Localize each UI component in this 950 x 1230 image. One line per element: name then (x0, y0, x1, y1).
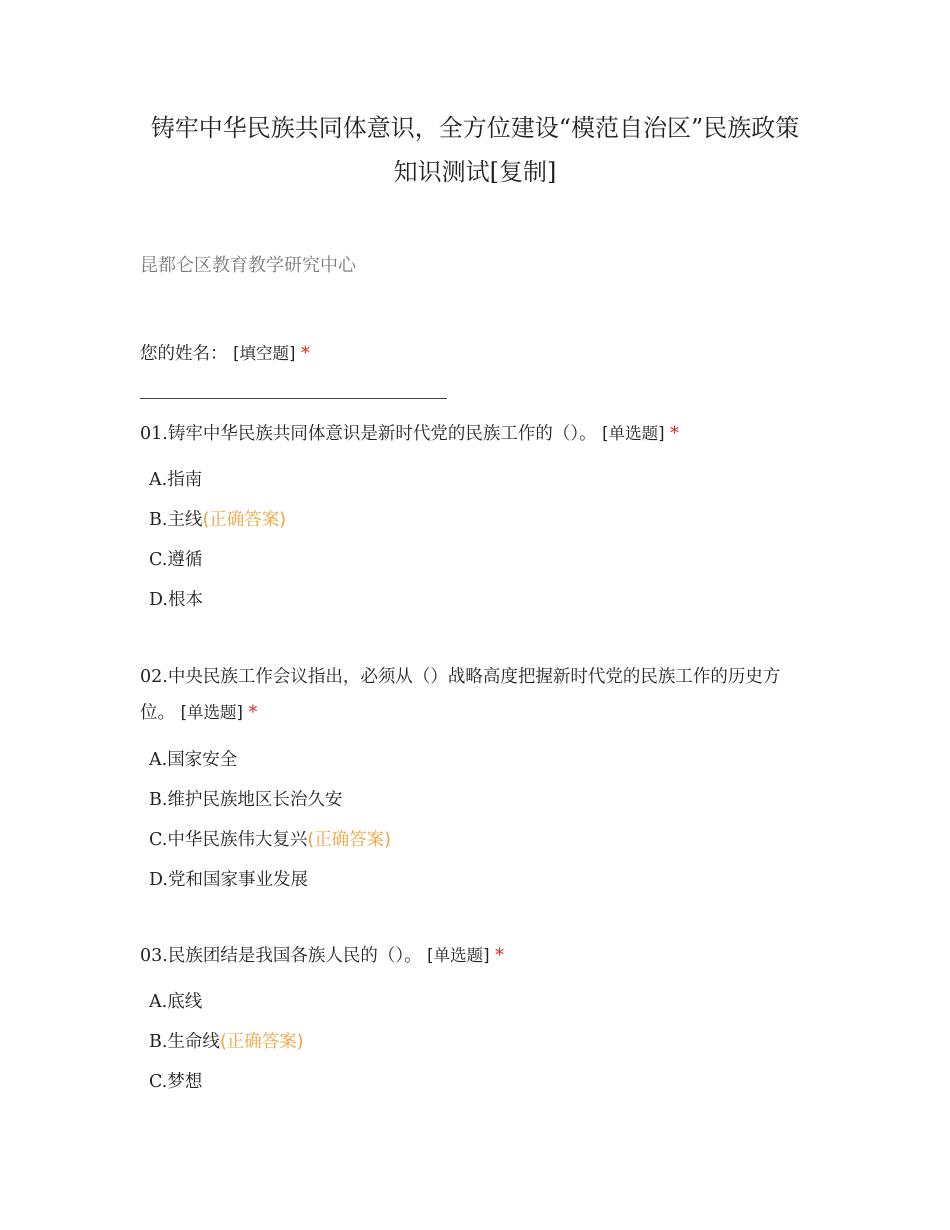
option-02-d (149, 868, 308, 892)
question-text: 铸牢中华民族共同体意识是新时代党的民族工作的（）。 (167, 424, 597, 444)
option-01-d (149, 588, 203, 612)
option-letter: C. (149, 830, 168, 850)
option-text: 中华民族伟大复兴 (167, 830, 308, 850)
name-question (140, 336, 810, 372)
option-text: 梦想 (167, 1072, 203, 1092)
option-01-c (149, 548, 202, 572)
option-01-a (149, 468, 202, 492)
question-number: 03. (140, 946, 168, 966)
question-02 (140, 659, 810, 731)
option-letter: D. (149, 590, 168, 610)
option-letter: A. (149, 992, 168, 1012)
option-03-b (149, 1030, 304, 1054)
option-text: 根本 (167, 590, 203, 610)
correct-answer-label: (正确答案) (219, 1032, 304, 1052)
option-text: 主线 (167, 510, 203, 530)
required-mark: * (248, 703, 258, 723)
option-text: 指南 (167, 470, 203, 490)
option-text: 底线 (167, 992, 203, 1012)
option-01-b (149, 508, 286, 532)
option-text: 遵循 (167, 550, 203, 570)
question-text: 民族团结是我国各族人民的（）。 (167, 946, 422, 966)
organization-name: 昆都仑区教育教学研究中心 (140, 255, 356, 276)
name-question-label: 您的姓名： (140, 344, 228, 364)
option-letter: A. (149, 750, 168, 770)
question-type-tag: [单选题] (427, 946, 490, 965)
question-03 (140, 938, 810, 974)
question-number: 01. (140, 424, 168, 444)
option-03-c (149, 1070, 202, 1094)
option-letter: B. (149, 790, 168, 810)
question-text: 中央民族工作会议指出，必须从（）战略高度把握新时代党的民族工作的历史方位。 (140, 667, 781, 723)
option-letter: B. (149, 510, 168, 530)
option-02-a (149, 748, 237, 772)
option-letter: C. (149, 550, 168, 570)
option-02-b (149, 788, 342, 812)
option-03-a (149, 990, 202, 1014)
option-letter: A. (149, 470, 168, 490)
survey-title: 铸牢中华民族共同体意识，全方位建设“模范自治区”民族政策知识测试[复制] (150, 114, 800, 186)
option-text: 国家安全 (167, 750, 238, 770)
required-mark: * (301, 344, 310, 364)
option-letter: B. (149, 1032, 168, 1052)
question-01 (140, 416, 810, 452)
option-text: 维护民族地区长治久安 (167, 790, 343, 810)
question-number: 02. (140, 667, 168, 687)
option-02-c (149, 828, 391, 852)
correct-answer-label: (正确答案) (307, 830, 391, 850)
option-text: 党和国家事业发展 (167, 870, 308, 890)
correct-answer-label: (正确答案) (202, 510, 287, 530)
question-type-tag: [单选题] (602, 424, 665, 443)
question-type-tag: [单选题] (180, 703, 243, 722)
option-text: 生命线 (167, 1032, 220, 1052)
required-mark: * (495, 946, 504, 966)
question-type-tag: [填空题] (233, 344, 296, 363)
name-answer-line (140, 398, 447, 399)
required-mark: * (670, 424, 679, 444)
option-letter: D. (149, 870, 168, 890)
option-letter: C. (149, 1072, 168, 1092)
